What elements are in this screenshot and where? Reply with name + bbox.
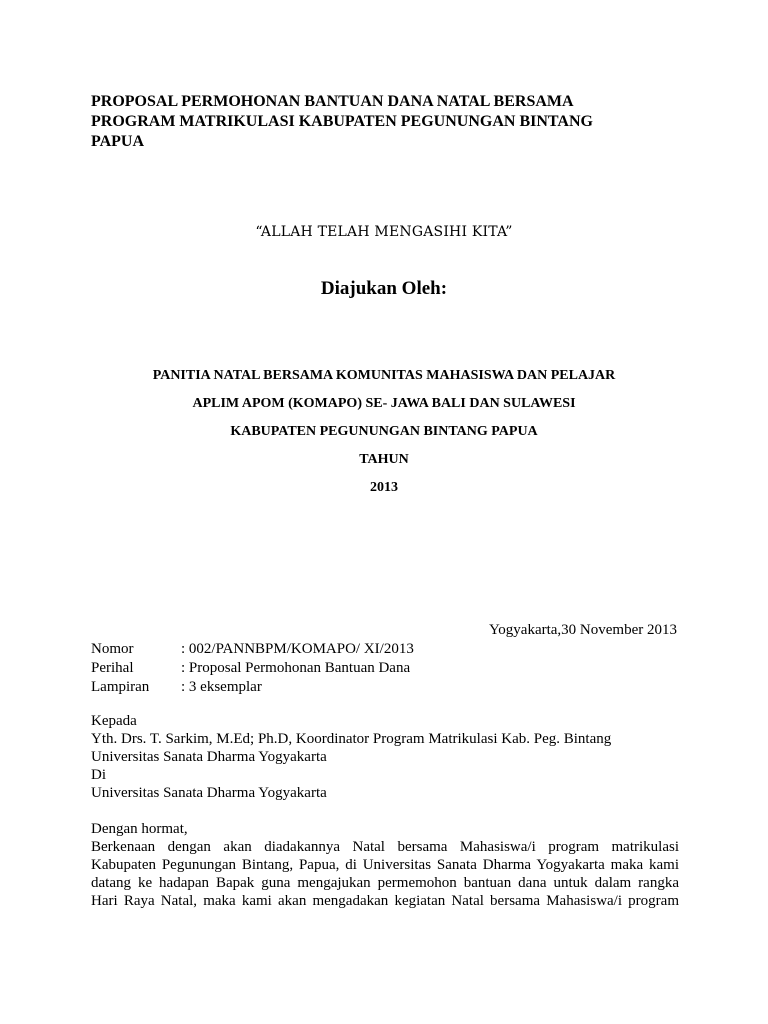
committee-block bbox=[0, 362, 768, 502]
submitted-by-heading: Diajukan Oleh: bbox=[320, 278, 448, 299]
meta-value: : Proposal Permohonan Bantuan Dana bbox=[181, 660, 411, 676]
recipient-block bbox=[91, 712, 611, 802]
paragraph-line-2: Kabupaten Pegunungan Bintang, Papua, di Universitas Sanata Dharma Yogyakarta maka kami bbox=[91, 857, 679, 873]
letter-date: Yogyakarta,30 November 2013 bbox=[488, 622, 677, 638]
committee-line-3: KABUPATEN PEGUNUNGAN BINTANG PAPUA bbox=[230, 424, 538, 439]
meta-value: : 002/PANNBPM/KOMAPO/ XI/2013 bbox=[181, 641, 414, 657]
motto: “ALLAH TELAH MENGASIHI KITA” bbox=[255, 224, 513, 240]
paragraph-line-4: Hari Raya Natal, maka kami akan mengadakan kegiatan Natal bersama Mahasiswa/i program bbox=[91, 893, 679, 909]
meta-row-subject bbox=[91, 659, 414, 678]
proposal-title bbox=[91, 92, 691, 152]
title-line-3: PAPUA bbox=[91, 133, 145, 150]
committee-line-5: 2013 bbox=[370, 480, 398, 495]
title-line-2: PROGRAM MATRIKULASI KABUPATEN PEGUNUNGAN BINTANG bbox=[91, 113, 593, 130]
committee-line-4: TAHUN bbox=[359, 452, 409, 467]
paragraph-line-1: Berkenaan dengan akan diadakannya Natal bersama Mahasiswa/i program matrikulasi bbox=[91, 839, 679, 855]
recipient-line-2: Yth. Drs. T. Sarkim, M.Ed; Ph.D, Koordinator Program Matrikulasi Kab. Peg. Bintang bbox=[91, 731, 612, 747]
committee-line-2: APLIM APOM (KOMAPO) SE- JAWA BALI DAN SULAWESI bbox=[192, 396, 576, 411]
meta-row-attachment bbox=[91, 678, 414, 697]
body-paragraph bbox=[91, 838, 679, 910]
letter-body bbox=[91, 820, 679, 910]
meta-row-number bbox=[91, 640, 414, 659]
letter-meta bbox=[91, 640, 414, 697]
greeting: Dengan hormat, bbox=[91, 821, 188, 837]
recipient-line-5: Universitas Sanata Dharma Yogyakarta bbox=[91, 785, 327, 801]
meta-label: Nomor bbox=[91, 641, 134, 657]
title-line-1: PROPOSAL PERMOHONAN BANTUAN DANA NATAL BERSAMA bbox=[91, 93, 574, 110]
meta-value: : 3 eksemplar bbox=[181, 679, 262, 695]
paragraph-line-3: datang ke hadapan Bapak guna mengajukan permemohon bantuan dana untuk dalam rangka bbox=[91, 875, 679, 891]
meta-label: Perihal bbox=[91, 660, 134, 676]
committee-line-1: PANITIA NATAL BERSAMA KOMUNITAS MAHASISWA DAN PELAJAR bbox=[152, 368, 616, 383]
meta-label: Lampiran bbox=[91, 679, 150, 695]
recipient-line-3: Universitas Sanata Dharma Yogyakarta bbox=[91, 749, 327, 765]
recipient-line-4: Di bbox=[91, 767, 106, 783]
recipient-line-1: Kepada bbox=[91, 713, 137, 729]
